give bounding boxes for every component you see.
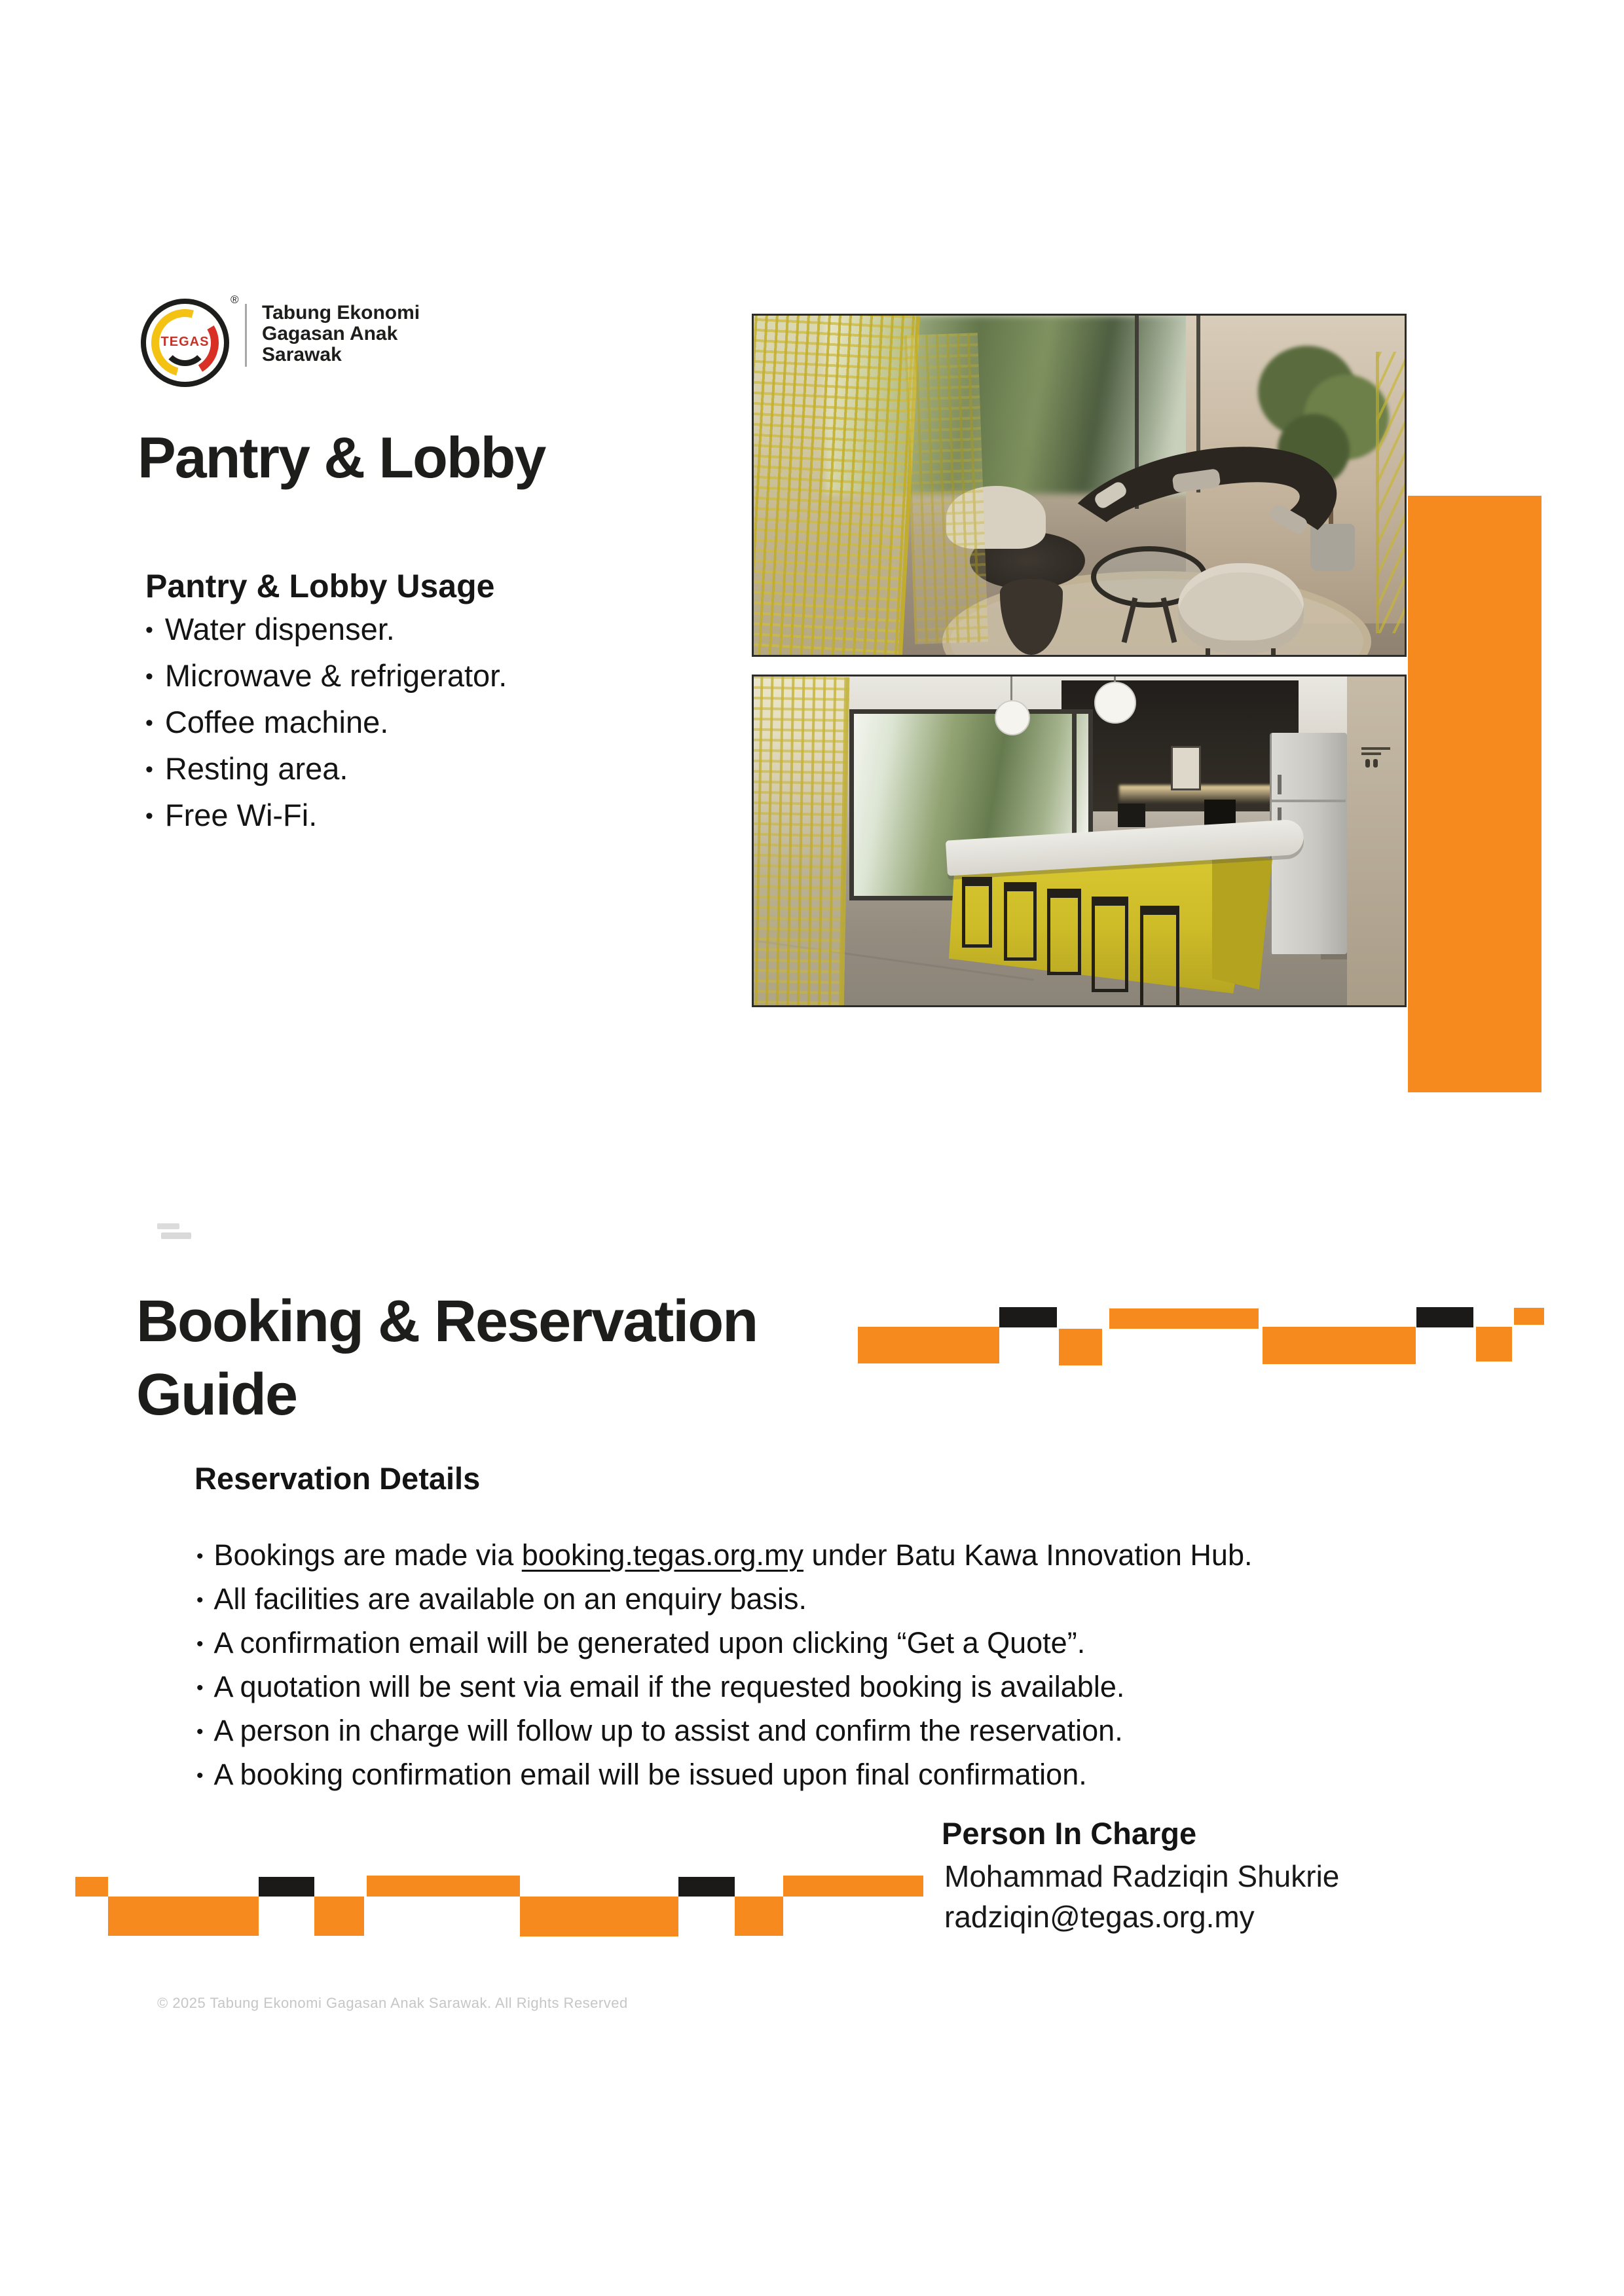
washroom-sign-figure — [1373, 759, 1378, 768]
list-item-text: • Microwave & refrigerator. — [164, 658, 507, 693]
reservation-details-list — [196, 1535, 1480, 1798]
copyright-text: © 2025 Tabung Ekonomi Gagasan Anak Sarawak. All Rights Reserved — [157, 1995, 628, 2011]
bar-stool — [1004, 882, 1037, 961]
reservation-details-heading: Reservation Details — [194, 1461, 481, 1496]
brand-divider — [245, 304, 247, 367]
pixel-block — [1514, 1308, 1544, 1325]
bar-stool — [1092, 897, 1128, 992]
pixel-block — [1476, 1327, 1512, 1361]
pixel-block — [735, 1897, 783, 1936]
bar-stool — [1047, 889, 1081, 975]
booking-site-link[interactable]: booking.tegas.org.my — [521, 1538, 804, 1572]
appliance — [1118, 804, 1145, 827]
list-item-text: • A booking confirmation email will be issued upon final confirmation. — [213, 1758, 1087, 1791]
armchair — [1178, 563, 1304, 654]
chair-leg — [1206, 648, 1210, 657]
list-item — [145, 794, 507, 840]
pixel-block — [783, 1876, 923, 1897]
person-in-charge-email: radziqin@tegas.org.my — [944, 1900, 1255, 1934]
washroom-sign — [1361, 747, 1390, 750]
scan-smudge — [161, 1232, 191, 1239]
pixel-block — [75, 1877, 108, 1897]
list-item-text: • A quotation will be sent via email if the requested booking is available. — [213, 1670, 1125, 1703]
refrigerator-handle — [1278, 775, 1282, 794]
bar-stool — [1140, 906, 1179, 1007]
booking-section-title — [136, 1285, 757, 1432]
yellow-mesh-screen — [752, 676, 849, 1007]
pixel-block — [999, 1307, 1057, 1327]
list-item-text: • Coffee machine. — [164, 705, 389, 739]
chair-leg — [1271, 648, 1276, 657]
plant-pot — [1310, 524, 1355, 571]
bar-stool — [962, 877, 992, 948]
photo-lobby — [752, 314, 1407, 657]
list-item-text: • A confirmation email will be generated upon clicking “Get a Quote”. — [213, 1626, 1086, 1659]
list-item — [196, 1623, 1480, 1667]
list-item — [196, 1579, 1480, 1623]
pixel-block — [1109, 1308, 1259, 1329]
wall-frame — [1171, 746, 1201, 790]
refrigerator-door-split — [1271, 800, 1346, 802]
pantry-usage-list — [145, 608, 507, 840]
person-in-charge-name: Mohammad Radziqin Shukrie — [944, 1859, 1340, 1893]
pixel-block — [520, 1897, 678, 1936]
list-item-text: • All facilities are available on an enquiry basis. — [213, 1582, 807, 1616]
list-item — [145, 747, 507, 794]
list-item — [145, 608, 507, 654]
registered-trademark-icon: ® — [231, 293, 239, 306]
list-item — [145, 654, 507, 701]
photo-pantry — [752, 675, 1407, 1007]
list-item-text: • Water dispenser. — [164, 612, 395, 646]
pendant-light — [1094, 682, 1136, 724]
list-item-text: • Free Wi-Fi. — [164, 798, 318, 832]
bullet-text-post: under Batu Kawa Innovation Hub. — [803, 1538, 1253, 1572]
yellow-mesh-screen — [1376, 352, 1407, 633]
pixel-block — [858, 1327, 999, 1363]
list-item-text: • A person in charge will follow up to assist and confirm the reservation. — [213, 1714, 1123, 1747]
person-in-charge-heading: Person In Charge — [942, 1816, 1197, 1851]
brand-line-1: Tabung Ekonomi — [262, 302, 420, 324]
under-cabinet-light — [1119, 785, 1287, 804]
pixel-block — [1263, 1327, 1416, 1364]
pixel-block — [314, 1897, 364, 1936]
orange-accent-panel — [1408, 496, 1541, 1092]
pixel-block — [108, 1897, 259, 1936]
list-item-text: • Resting area. — [164, 751, 348, 786]
pixel-block — [367, 1876, 520, 1897]
brand-line-2: Gagasan Anak — [262, 323, 398, 344]
pixel-block — [1416, 1307, 1473, 1327]
brand-name — [262, 303, 420, 365]
list-item-text — [214, 1535, 1253, 1575]
list-item — [196, 1711, 1480, 1754]
bullet-text-pre: Bookings are made via — [213, 1538, 522, 1572]
pantry-usage-heading: Pantry & Lobby Usage — [145, 568, 495, 604]
pixel-block — [678, 1877, 735, 1897]
scan-smudge — [157, 1223, 179, 1229]
washroom-sign-figure — [1365, 759, 1370, 768]
pendant-cord — [1010, 676, 1012, 703]
list-item — [196, 1667, 1480, 1711]
pixel-block — [259, 1877, 314, 1897]
brand-line-3: Sarawak — [262, 344, 342, 365]
logo-abbr-text: TEGAS — [160, 335, 210, 349]
yellow-mesh-screen — [904, 333, 988, 644]
list-item — [145, 701, 507, 747]
pantry-section-title: Pantry & Lobby — [138, 425, 545, 490]
tegas-logo-icon — [141, 299, 229, 387]
pixel-block — [1059, 1329, 1102, 1365]
washroom-sign — [1361, 752, 1381, 755]
booking-title-line1: Booking & Reservation — [136, 1289, 758, 1354]
pantry-wall — [1347, 676, 1407, 1007]
booking-title-line2: Guide — [136, 1362, 297, 1428]
list-item — [196, 1754, 1480, 1798]
list-item — [196, 1535, 1480, 1579]
pendant-light — [995, 700, 1030, 735]
yellow-mesh-screen — [752, 314, 920, 657]
